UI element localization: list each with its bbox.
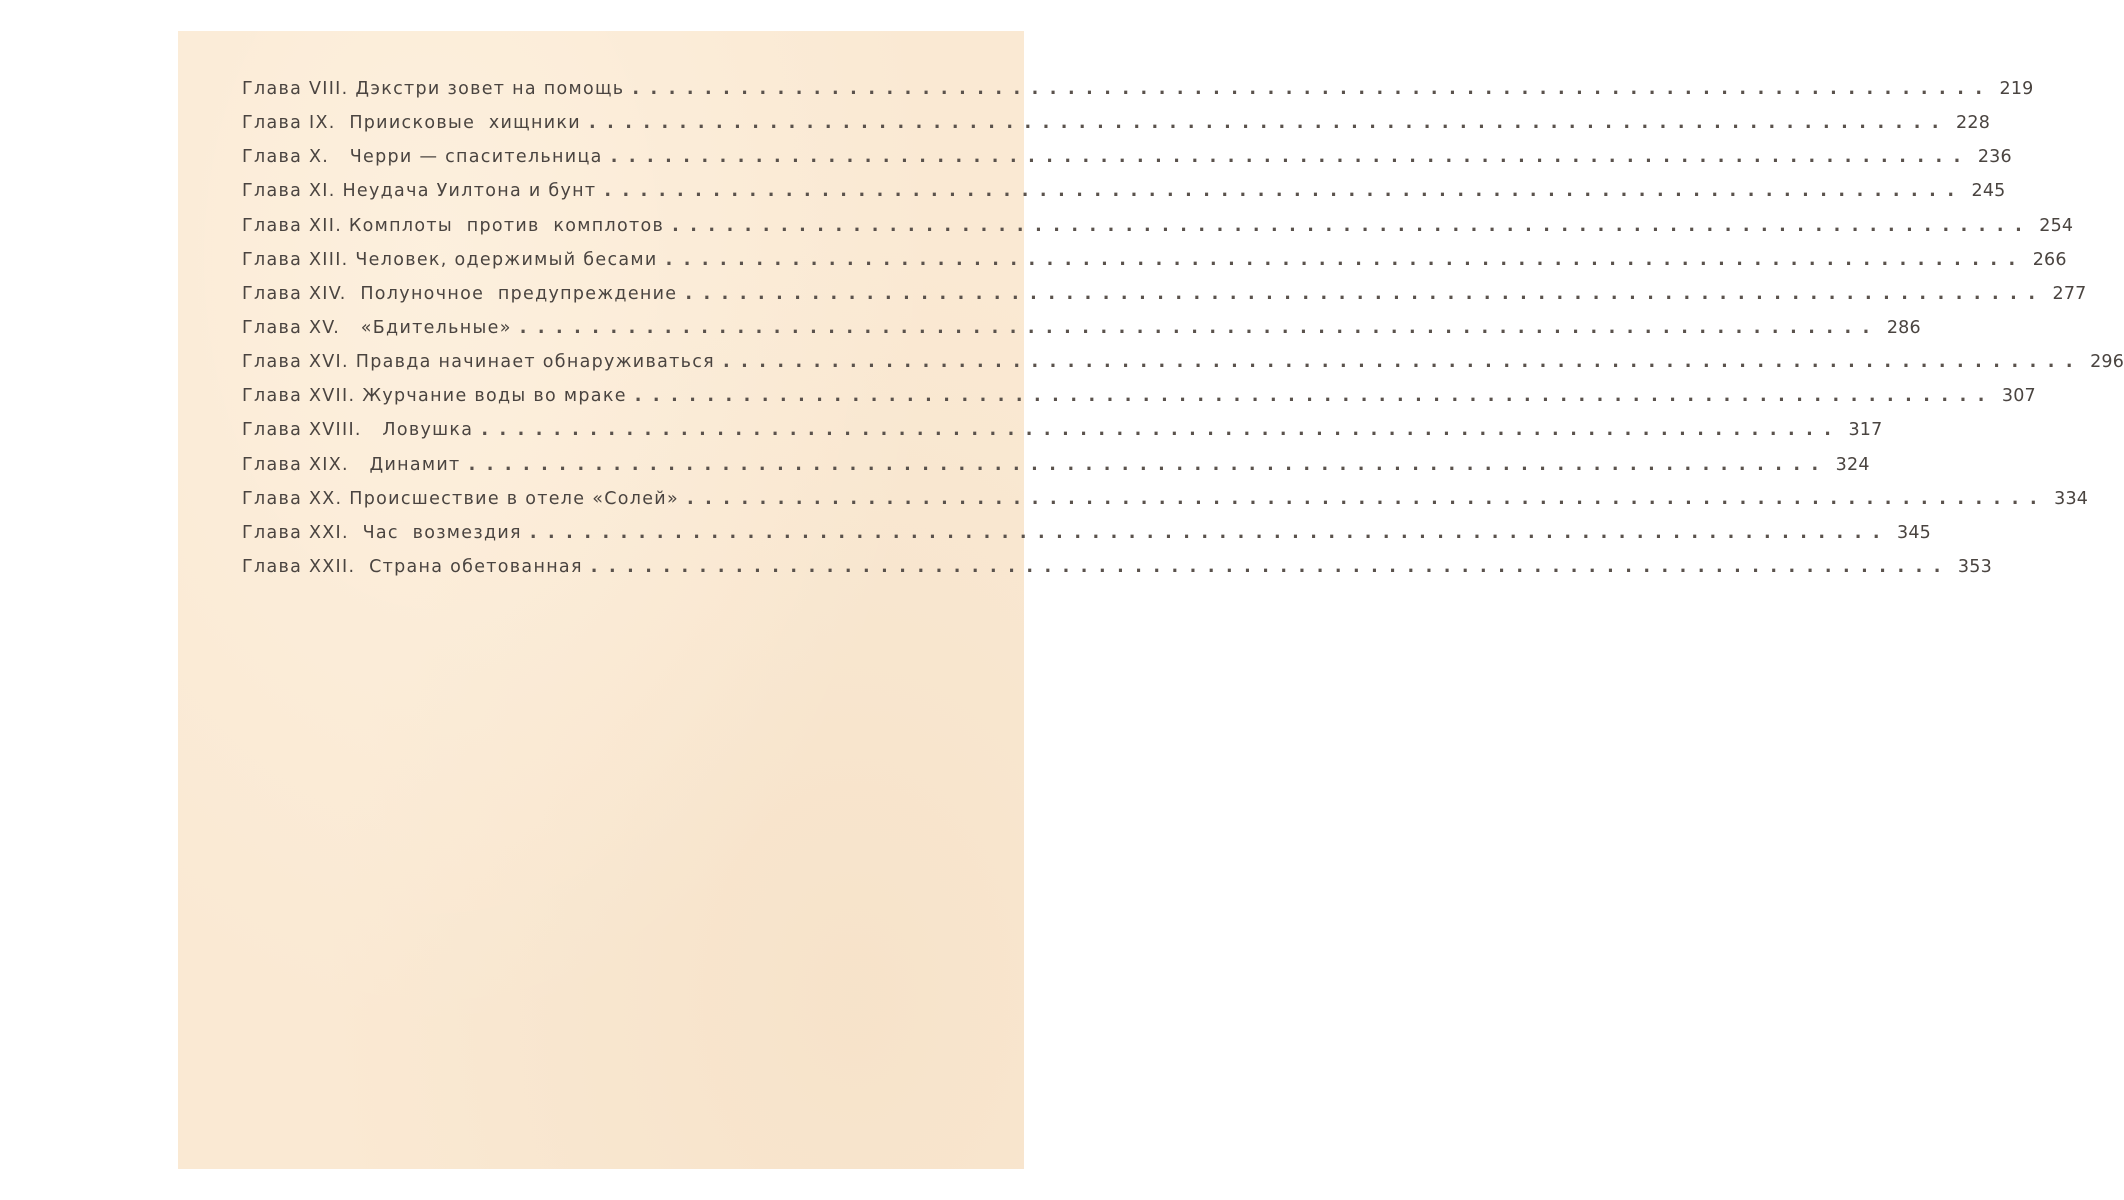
- toc-page-number: 219: [1999, 79, 2034, 99]
- toc-entry-chapter-18: [242, 412, 1883, 440]
- toc-page-number: 254: [2039, 216, 2074, 236]
- toc-dot-leader: ...........................................................................: [685, 284, 2047, 304]
- toc-dot-leader: ...........................................................................: [722, 352, 2085, 372]
- toc-entry-chapter-20: [242, 481, 2089, 509]
- toc-page-number: 277: [2052, 284, 2087, 304]
- toc-entry-chapter-12: [242, 208, 2074, 236]
- toc-entry-title: Глава XI. Неудача Уилтона и бунт: [242, 181, 597, 201]
- toc-dot-leader: ...........................................................................: [687, 489, 2049, 509]
- toc-entry-chapter-21: [242, 515, 1932, 543]
- toc-entry-title: Глава XX. Происшествие в отеле «Солей»: [242, 489, 679, 509]
- toc-entry-chapter-15: [242, 310, 1921, 338]
- toc-entry-chapter-19: [242, 447, 1870, 475]
- toc-entry-title: Глава XXI. Час возмездия: [242, 523, 522, 543]
- toc-entry-chapter-10: [242, 139, 2012, 167]
- toc-entry-title: Глава XIII. Человек, одержимый бесами: [242, 250, 658, 270]
- toc-dot-leader: ...........................................................................: [610, 147, 1972, 167]
- toc-entry-title: Глава XVI. Правда начинает обнаруживаться: [242, 352, 715, 372]
- toc-dot-leader: ...........................................................................: [632, 79, 1994, 99]
- toc-page-number: 317: [1848, 420, 1883, 440]
- toc-entry-title: Глава XII. Комплоты против комплотов: [242, 216, 665, 236]
- toc-dot-leader: ...........................................................................: [604, 181, 1966, 201]
- toc-page-number: 345: [1897, 523, 1932, 543]
- toc-entry-title: Глава X. Черри — спасительница: [242, 147, 603, 167]
- toc-entry-chapter-9: [242, 105, 1991, 133]
- toc-entry-chapter-13: [242, 242, 2067, 270]
- toc-dot-leader: ...........................................................................: [481, 420, 1843, 440]
- toc-page-number: 296: [2090, 352, 2124, 372]
- toc-entry-title: Глава XIX. Динамит: [242, 455, 461, 475]
- toc-dot-leader: ...........................................................................: [529, 523, 1891, 543]
- toc-entry-chapter-17: [242, 378, 2036, 406]
- toc-dot-leader: ...........................................................................: [634, 386, 1996, 406]
- toc-page-number: 266: [2032, 250, 2067, 270]
- toc-entry-chapter-22: [242, 549, 1992, 577]
- toc-page-number: 286: [1886, 318, 1921, 338]
- toc-entry-title: Глава XV. «Бдительные»: [242, 318, 512, 338]
- toc-dot-leader: ...........................................................................: [590, 557, 1952, 577]
- toc-entry-title: Глава VIII. Дэкстри зовет на помощь: [242, 79, 625, 99]
- toc-entry-title: Глава XVIII. Ловушка: [242, 420, 474, 440]
- toc-entry-title: Глава XVII. Журчание воды во мраке: [242, 386, 627, 406]
- toc-page-number: 228: [1956, 113, 1991, 133]
- toc-dot-leader: ...........................................................................: [672, 216, 2034, 236]
- book-page: [178, 31, 2124, 1169]
- toc-page-number: 353: [1957, 557, 1992, 577]
- toc-dot-leader: ...........................................................................: [468, 455, 1830, 475]
- toc-dot-leader: ...........................................................................: [665, 250, 2027, 270]
- toc-page-number: 307: [2001, 386, 2036, 406]
- toc-page-number: 236: [1977, 147, 2012, 167]
- toc-dot-leader: ...........................................................................: [588, 113, 1951, 133]
- toc-entry-title: Глава XXII. Страна обетованная: [242, 557, 583, 577]
- toc-entry-chapter-11: [242, 173, 2006, 201]
- toc-page-number: 245: [1971, 181, 2006, 201]
- toc-entry-title: Глава IX. Приисковые хищники: [242, 113, 581, 133]
- toc-page-number: 324: [1835, 455, 1870, 475]
- toc-page-number: 334: [2054, 489, 2089, 509]
- toc-entry-chapter-16: [242, 344, 2124, 372]
- toc-dot-leader: ...........................................................................: [519, 318, 1881, 338]
- toc-entry-chapter-8: [242, 71, 2034, 99]
- toc-entry-title: Глава XIV. Полуночное предупреждение: [242, 284, 678, 304]
- toc-entry-chapter-14: [242, 276, 2087, 304]
